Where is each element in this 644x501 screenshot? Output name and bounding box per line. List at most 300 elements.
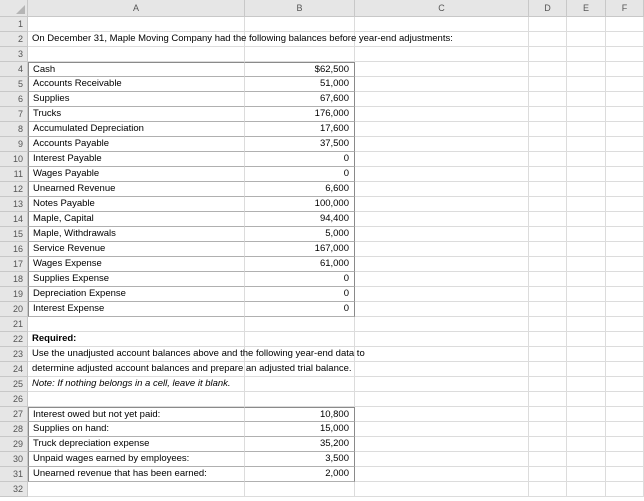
cell-f29[interactable] [606, 437, 644, 452]
cell-b16[interactable] [245, 242, 355, 257]
cell-c9[interactable] [355, 137, 529, 152]
account-name: Unearned Revenue [33, 183, 116, 194]
cell-b6[interactable] [245, 92, 355, 107]
cell-d28[interactable] [529, 422, 567, 437]
cell-d25[interactable] [529, 377, 567, 392]
select-all-triangle-icon [16, 5, 25, 14]
cell-a5[interactable] [28, 77, 245, 92]
cell-d12[interactable] [529, 182, 567, 197]
row-header-25[interactable]: 25 [0, 377, 28, 392]
account-balance: 5,000 [325, 228, 349, 239]
cell-e2[interactable] [567, 32, 606, 47]
year-end-amount: 15,000 [319, 423, 349, 434]
cell-c11[interactable] [355, 167, 529, 182]
account-balance: 94,400 [319, 213, 349, 224]
cell-d9[interactable] [529, 137, 567, 152]
cell-c6[interactable] [355, 92, 529, 107]
required-line-2: determine adjusted account balances and prepare an adjusted trial balance. [32, 363, 352, 374]
cell-f2[interactable] [606, 32, 644, 47]
cell-c32[interactable] [355, 482, 529, 497]
cell-a15[interactable] [28, 227, 245, 242]
cell-b29[interactable] [245, 437, 355, 452]
cell-c20[interactable] [355, 302, 529, 317]
column-header-a[interactable]: A [28, 0, 245, 17]
account-name: Interest Expense [33, 303, 105, 314]
column-header-c[interactable]: C [355, 0, 529, 17]
cell-f24[interactable] [606, 362, 644, 377]
cell-d11[interactable] [529, 167, 567, 182]
row-header-10[interactable]: 10 [0, 152, 28, 167]
cell-f12[interactable] [606, 182, 644, 197]
cell-f19[interactable] [606, 287, 644, 302]
cell-d29[interactable] [529, 437, 567, 452]
cell-f20[interactable] [606, 302, 644, 317]
row-header-32[interactable]: 32 [0, 482, 28, 497]
cell-c5[interactable] [355, 77, 529, 92]
cell-a18[interactable] [28, 272, 245, 287]
row-28 [0, 422, 644, 437]
row-26 [0, 392, 644, 407]
cell-f23[interactable] [606, 347, 644, 362]
cell-d14[interactable] [529, 212, 567, 227]
cell-f25[interactable] [606, 377, 644, 392]
cell-a29[interactable] [28, 437, 245, 452]
cell-e21[interactable] [567, 317, 606, 332]
cell-e18[interactable] [567, 272, 606, 287]
cell-c21[interactable] [355, 317, 529, 332]
cell-d3[interactable] [529, 47, 567, 62]
cell-a1[interactable] [28, 17, 245, 32]
cell-a22[interactable] [28, 332, 245, 347]
row-23 [0, 347, 644, 362]
account-name: Trucks [33, 108, 62, 119]
cell-e20[interactable] [567, 302, 606, 317]
row-header-1[interactable]: 1 [0, 17, 28, 32]
column-headers [28, 0, 644, 17]
cell-d17[interactable] [529, 257, 567, 272]
cell-b28[interactable] [245, 422, 355, 437]
account-name: Supplies [33, 93, 70, 104]
year-end-label: Unearned revenue that has been earned: [33, 468, 207, 479]
row-header-13[interactable]: 13 [0, 197, 28, 212]
cell-b26[interactable] [245, 392, 355, 407]
row-21 [0, 317, 644, 332]
cell-d27[interactable] [529, 407, 567, 422]
cell-a9[interactable] [28, 137, 245, 152]
cell-e28[interactable] [567, 422, 606, 437]
cell-f26[interactable] [606, 392, 644, 407]
cell-f5[interactable] [606, 77, 644, 92]
cell-f28[interactable] [606, 422, 644, 437]
row-header-24[interactable]: 24 [0, 362, 28, 377]
cell-a27[interactable] [28, 407, 245, 422]
row-9 [0, 137, 644, 152]
cell-e23[interactable] [567, 347, 606, 362]
cell-d26[interactable] [529, 392, 567, 407]
cell-b17[interactable] [245, 257, 355, 272]
account-name: Accounts Receivable [33, 78, 122, 89]
account-balance: 37,500 [319, 138, 349, 149]
cell-a23[interactable] [28, 347, 365, 362]
row-30 [0, 452, 644, 467]
cell-b10[interactable] [245, 152, 355, 167]
row-1 [0, 17, 644, 32]
cell-c1[interactable] [355, 17, 529, 32]
cell-e14[interactable] [567, 212, 606, 227]
row-header-11[interactable]: 11 [0, 167, 28, 182]
row-header-30[interactable]: 30 [0, 452, 28, 467]
cell-a8[interactable] [28, 122, 245, 137]
account-balance: 61,000 [319, 258, 349, 269]
cell-d6[interactable] [529, 92, 567, 107]
row-27 [0, 407, 644, 422]
cell-e29[interactable] [567, 437, 606, 452]
cell-e15[interactable] [567, 227, 606, 242]
cell-d5[interactable] [529, 77, 567, 92]
cell-d4[interactable] [529, 62, 567, 77]
cell-b32[interactable] [245, 482, 355, 497]
row-19 [0, 287, 644, 302]
column-header-b[interactable]: B [245, 0, 355, 17]
cell-c25[interactable] [355, 377, 529, 392]
row-2 [0, 32, 644, 47]
account-name: Service Revenue [33, 243, 106, 254]
cell-f1[interactable] [606, 17, 644, 32]
cell-b22[interactable] [245, 332, 355, 347]
row-header-29[interactable]: 29 [0, 437, 28, 452]
cell-d22[interactable] [529, 332, 567, 347]
cell-e6[interactable] [567, 92, 606, 107]
row-header-6[interactable]: 6 [0, 92, 28, 107]
cell-d20[interactable] [529, 302, 567, 317]
row-header-27[interactable]: 27 [0, 407, 28, 422]
cell-b14[interactable] [245, 212, 355, 227]
cell-e10[interactable] [567, 152, 606, 167]
cell-f7[interactable] [606, 107, 644, 122]
cell-a10[interactable] [28, 152, 245, 167]
cell-e9[interactable] [567, 137, 606, 152]
cell-b20[interactable] [245, 302, 355, 317]
column-header-d[interactable]: D [529, 0, 567, 17]
cell-f31[interactable] [606, 467, 644, 482]
row-header-14[interactable]: 14 [0, 212, 28, 227]
cell-a19[interactable] [28, 287, 245, 302]
cell-c13[interactable] [355, 197, 529, 212]
cell-f11[interactable] [606, 167, 644, 182]
cell-c23[interactable] [355, 347, 529, 362]
cell-b18[interactable] [245, 272, 355, 287]
required-line-1: Use the unadjusted account balances above and the following year-end data to [32, 348, 365, 359]
cell-b30[interactable] [245, 452, 355, 467]
row-header-19[interactable]: 19 [0, 287, 28, 302]
cell-c8[interactable] [355, 122, 529, 137]
account-balance: 100,000 [314, 198, 349, 209]
account-name: Maple, Withdrawals [33, 228, 116, 239]
cell-c22[interactable] [355, 332, 529, 347]
cell-e5[interactable] [567, 77, 606, 92]
account-balance: 0 [343, 153, 349, 164]
cell-c14[interactable] [355, 212, 529, 227]
year-end-amount: 35,200 [319, 438, 349, 449]
cell-b8[interactable] [245, 122, 355, 137]
year-end-amount: 3,500 [325, 453, 349, 464]
account-name: Supplies Expense [33, 273, 110, 284]
account-balance: 67,600 [319, 93, 349, 104]
cell-e1[interactable] [567, 17, 606, 32]
cell-d10[interactable] [529, 152, 567, 167]
intro-text: On December 31, Maple Moving Company had the following balances before year-end adjustments: [32, 33, 453, 44]
row-17 [0, 257, 644, 272]
cell-a20[interactable] [28, 302, 245, 317]
row-header-12[interactable]: 12 [0, 182, 28, 197]
cell-c19[interactable] [355, 287, 529, 302]
cell-a14[interactable] [28, 212, 245, 227]
row-25 [0, 377, 644, 392]
cell-a4[interactable] [28, 62, 245, 77]
cell-c16[interactable] [355, 242, 529, 257]
cell-a17[interactable] [28, 257, 245, 272]
cell-f9[interactable] [606, 137, 644, 152]
cell-d16[interactable] [529, 242, 567, 257]
row-8 [0, 122, 644, 137]
row-12 [0, 182, 644, 197]
cell-a3[interactable] [28, 47, 245, 62]
cell-e19[interactable] [567, 287, 606, 302]
cell-e17[interactable] [567, 257, 606, 272]
cell-f8[interactable] [606, 122, 644, 137]
row-6 [0, 92, 644, 107]
cell-d15[interactable] [529, 227, 567, 242]
cell-b21[interactable] [245, 317, 355, 332]
cell-b5[interactable] [245, 77, 355, 92]
cell-c30[interactable] [355, 452, 529, 467]
cell-f6[interactable] [606, 92, 644, 107]
cell-e24[interactable] [567, 362, 606, 377]
row-header-17[interactable]: 17 [0, 257, 28, 272]
cell-a2[interactable] [28, 32, 453, 47]
cell-e11[interactable] [567, 167, 606, 182]
cell-b3[interactable] [245, 47, 355, 62]
cell-e7[interactable] [567, 107, 606, 122]
cell-d24[interactable] [529, 362, 567, 377]
cell-a26[interactable] [28, 392, 245, 407]
row-header-23[interactable]: 23 [0, 347, 28, 362]
account-balance: 167,000 [314, 243, 349, 254]
cell-b27[interactable] [245, 407, 355, 422]
row-24 [0, 362, 644, 377]
cell-c18[interactable] [355, 272, 529, 287]
cell-b11[interactable] [245, 167, 355, 182]
account-name: Depreciation Expense [33, 288, 126, 299]
row-10 [0, 152, 644, 167]
cell-e30[interactable] [567, 452, 606, 467]
account-name: Wages Expense [33, 258, 102, 269]
cell-c15[interactable] [355, 227, 529, 242]
account-name: Notes Payable [33, 198, 95, 209]
row-header-2[interactable]: 2 [0, 32, 28, 47]
cell-d13[interactable] [529, 197, 567, 212]
cell-a30[interactable] [28, 452, 245, 467]
cell-a13[interactable] [28, 197, 245, 212]
row-header-21[interactable]: 21 [0, 317, 28, 332]
account-balance: 0 [343, 303, 349, 314]
account-balance: 17,600 [319, 123, 349, 134]
cell-e22[interactable] [567, 332, 606, 347]
row-22 [0, 332, 644, 347]
cell-f18[interactable] [606, 272, 644, 287]
cell-d32[interactable] [529, 482, 567, 497]
cell-f22[interactable] [606, 332, 644, 347]
cell-f16[interactable] [606, 242, 644, 257]
cell-e3[interactable] [567, 47, 606, 62]
cell-a31[interactable] [28, 467, 245, 482]
cell-c28[interactable] [355, 422, 529, 437]
row-4 [0, 62, 644, 77]
column-header-f[interactable]: F [606, 0, 644, 17]
cell-a16[interactable] [28, 242, 245, 257]
cell-f21[interactable] [606, 317, 644, 332]
required-note: Note: If nothing belongs in a cell, leave it blank. [32, 378, 231, 389]
required-heading: Required: [32, 333, 77, 344]
year-end-label: Interest owed but not yet paid: [33, 409, 161, 420]
row-31 [0, 467, 644, 482]
row-20 [0, 302, 644, 317]
cell-f14[interactable] [606, 212, 644, 227]
cell-a24[interactable] [28, 362, 352, 377]
cell-f13[interactable] [606, 197, 644, 212]
cell-e13[interactable] [567, 197, 606, 212]
row-header-18[interactable]: 18 [0, 272, 28, 287]
cell-e26[interactable] [567, 392, 606, 407]
row-14 [0, 212, 644, 227]
row-header-3[interactable]: 3 [0, 47, 28, 62]
cell-b12[interactable] [245, 182, 355, 197]
cell-f17[interactable] [606, 257, 644, 272]
cell-d19[interactable] [529, 287, 567, 302]
row-15 [0, 227, 644, 242]
cell-c24[interactable] [355, 362, 529, 377]
cell-f27[interactable] [606, 407, 644, 422]
cell-f10[interactable] [606, 152, 644, 167]
cell-c4[interactable] [355, 62, 529, 77]
year-end-label: Supplies on hand: [33, 423, 110, 434]
account-balance: $62,500 [314, 64, 349, 75]
account-name: Accounts Payable [33, 138, 110, 149]
account-balance: 0 [343, 273, 349, 284]
cell-a28[interactable] [28, 422, 245, 437]
cell-d1[interactable] [529, 17, 567, 32]
cell-e32[interactable] [567, 482, 606, 497]
cell-a7[interactable] [28, 107, 245, 122]
cell-a6[interactable] [28, 92, 245, 107]
cell-e25[interactable] [567, 377, 606, 392]
account-balance: 176,000 [314, 108, 349, 119]
column-header-e[interactable]: E [567, 0, 606, 17]
cell-e8[interactable] [567, 122, 606, 137]
row-13 [0, 197, 644, 212]
cell-e16[interactable] [567, 242, 606, 257]
row-header-7[interactable]: 7 [0, 107, 28, 122]
cell-b25[interactable] [245, 377, 355, 392]
cell-c26[interactable] [355, 392, 529, 407]
cell-b1[interactable] [245, 17, 355, 32]
cell-b9[interactable] [245, 137, 355, 152]
cell-c10[interactable] [355, 152, 529, 167]
cell-a25[interactable] [28, 377, 245, 392]
cell-f3[interactable] [606, 47, 644, 62]
row-header-26[interactable]: 26 [0, 392, 28, 407]
cell-c12[interactable] [355, 182, 529, 197]
cell-c3[interactable] [355, 47, 529, 62]
cell-c31[interactable] [355, 467, 529, 482]
row-header-5[interactable]: 5 [0, 77, 28, 92]
cell-f15[interactable] [606, 227, 644, 242]
row-29 [0, 437, 644, 452]
row-header-15[interactable]: 15 [0, 227, 28, 242]
account-name: Cash [33, 64, 56, 75]
cell-b13[interactable] [245, 197, 355, 212]
cell-a21[interactable] [28, 317, 245, 332]
cell-d31[interactable] [529, 467, 567, 482]
cell-d2[interactable] [529, 32, 567, 47]
cell-e12[interactable] [567, 182, 606, 197]
cell-b7[interactable] [245, 107, 355, 122]
cell-b4[interactable] [245, 62, 355, 77]
cell-c7[interactable] [355, 107, 529, 122]
cell-c27[interactable] [355, 407, 529, 422]
row-18 [0, 272, 644, 287]
cell-d21[interactable] [529, 317, 567, 332]
cell-f32[interactable] [606, 482, 644, 497]
row-11 [0, 167, 644, 182]
cell-a11[interactable] [28, 167, 245, 182]
cell-e31[interactable] [567, 467, 606, 482]
cell-d18[interactable] [529, 272, 567, 287]
cell-e4[interactable] [567, 62, 606, 77]
cell-d7[interactable] [529, 107, 567, 122]
row-3 [0, 47, 644, 62]
row-header-31[interactable]: 31 [0, 467, 28, 482]
account-name: Interest Payable [33, 153, 102, 164]
select-all-corner[interactable] [0, 0, 28, 17]
row-header-20[interactable]: 20 [0, 302, 28, 317]
cell-e27[interactable] [567, 407, 606, 422]
cell-a12[interactable] [28, 182, 245, 197]
row-5 [0, 77, 644, 92]
row-header-8[interactable]: 8 [0, 122, 28, 137]
cell-d30[interactable] [529, 452, 567, 467]
cell-f4[interactable] [606, 62, 644, 77]
cell-a32[interactable] [28, 482, 245, 497]
cell-d8[interactable] [529, 122, 567, 137]
cell-b15[interactable] [245, 227, 355, 242]
row-header-28[interactable]: 28 [0, 422, 28, 437]
year-end-label: Unpaid wages earned by employees: [33, 453, 190, 464]
account-balance: 51,000 [319, 78, 349, 89]
cell-b31[interactable] [245, 467, 355, 482]
row-header-16[interactable]: 16 [0, 242, 28, 257]
account-name: Accumulated Depreciation [33, 123, 144, 134]
row-header-4[interactable]: 4 [0, 62, 28, 77]
row-header-22[interactable]: 22 [0, 332, 28, 347]
cell-c17[interactable] [355, 257, 529, 272]
cell-f30[interactable] [606, 452, 644, 467]
year-end-amount: 10,800 [319, 409, 349, 420]
row-header-9[interactable]: 9 [0, 137, 28, 152]
cell-c29[interactable] [355, 437, 529, 452]
cell-d23[interactable] [529, 347, 567, 362]
cell-b19[interactable] [245, 287, 355, 302]
